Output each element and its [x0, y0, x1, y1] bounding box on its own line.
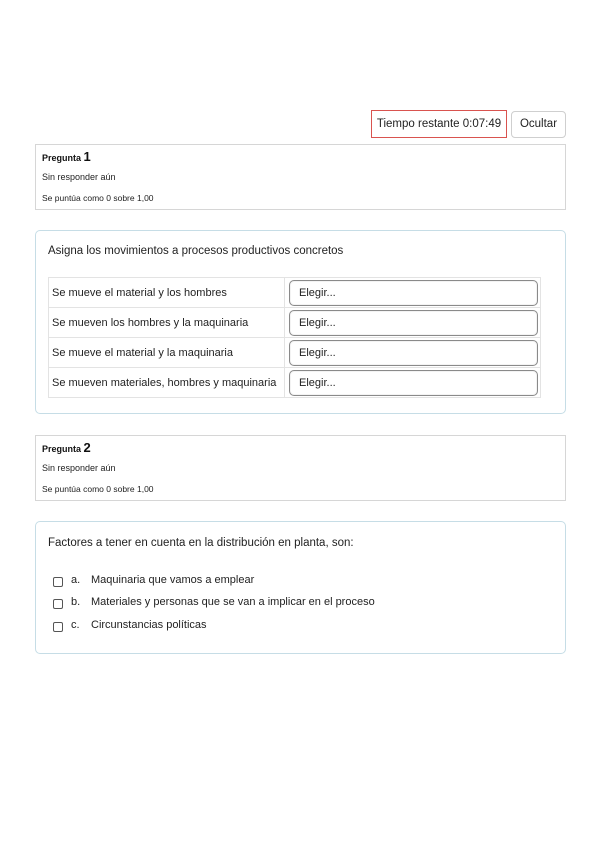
option-letter: c.: [71, 619, 80, 631]
question-content-2: [35, 521, 566, 654]
option-text[interactable]: Circunstancias políticas: [91, 619, 207, 631]
time-remaining: Tiempo restante 0:07:49: [371, 110, 507, 138]
question-number: 2: [83, 440, 91, 455]
question-grade: Se puntúa como 0 sobre 1,00: [42, 193, 154, 203]
checkbox[interactable]: [53, 577, 63, 587]
match-label: Se mueve el material y la maquinaria: [49, 338, 285, 368]
option-letter: a.: [71, 574, 81, 586]
match-label: Se mueve el material y los hombres: [49, 278, 285, 308]
question-info-1: [35, 144, 566, 210]
match-label: Se mueven los hombres y la maquinaria: [49, 308, 285, 338]
question-prompt: Asigna los movimientos a procesos productivos concretos: [48, 245, 344, 257]
question-title-prefix: Pregunta: [42, 444, 82, 454]
match-select[interactable]: Elegir...: [289, 340, 538, 366]
question-grade: Se puntúa como 0 sobre 1,00: [42, 484, 154, 494]
match-label: Se mueven materiales, hombres y maquinaria: [49, 368, 285, 398]
table-row: [49, 338, 541, 368]
match-select[interactable]: Elegir...: [289, 370, 538, 396]
checkbox[interactable]: [53, 622, 63, 632]
question-info-2: [35, 435, 566, 501]
match-select[interactable]: Elegir...: [289, 280, 538, 306]
table-row: [49, 278, 541, 308]
question-state: Sin responder aún: [42, 172, 116, 182]
checkbox[interactable]: [53, 599, 63, 609]
question-title: [42, 149, 91, 164]
match-select[interactable]: Elegir...: [289, 310, 538, 336]
question-title: [42, 440, 91, 455]
hide-timer-button[interactable]: Ocultar: [511, 111, 566, 138]
option-text[interactable]: Materiales y personas que se van a implicar en el proceso: [91, 596, 375, 608]
option-letter: b.: [71, 596, 81, 608]
option-text[interactable]: Maquinaria que vamos a emplear: [91, 574, 255, 586]
question-prompt: Factores a tener en cuenta en la distribución en planta, son:: [48, 537, 354, 549]
question-title-prefix: Pregunta: [42, 153, 82, 163]
quiz-timer-bar: [0, 110, 600, 140]
table-row: [49, 368, 541, 398]
table-row: [49, 308, 541, 338]
matching-table: [48, 277, 541, 398]
question-number: 1: [83, 149, 91, 164]
question-state: Sin responder aún: [42, 463, 116, 473]
question-content-1: [35, 230, 566, 414]
